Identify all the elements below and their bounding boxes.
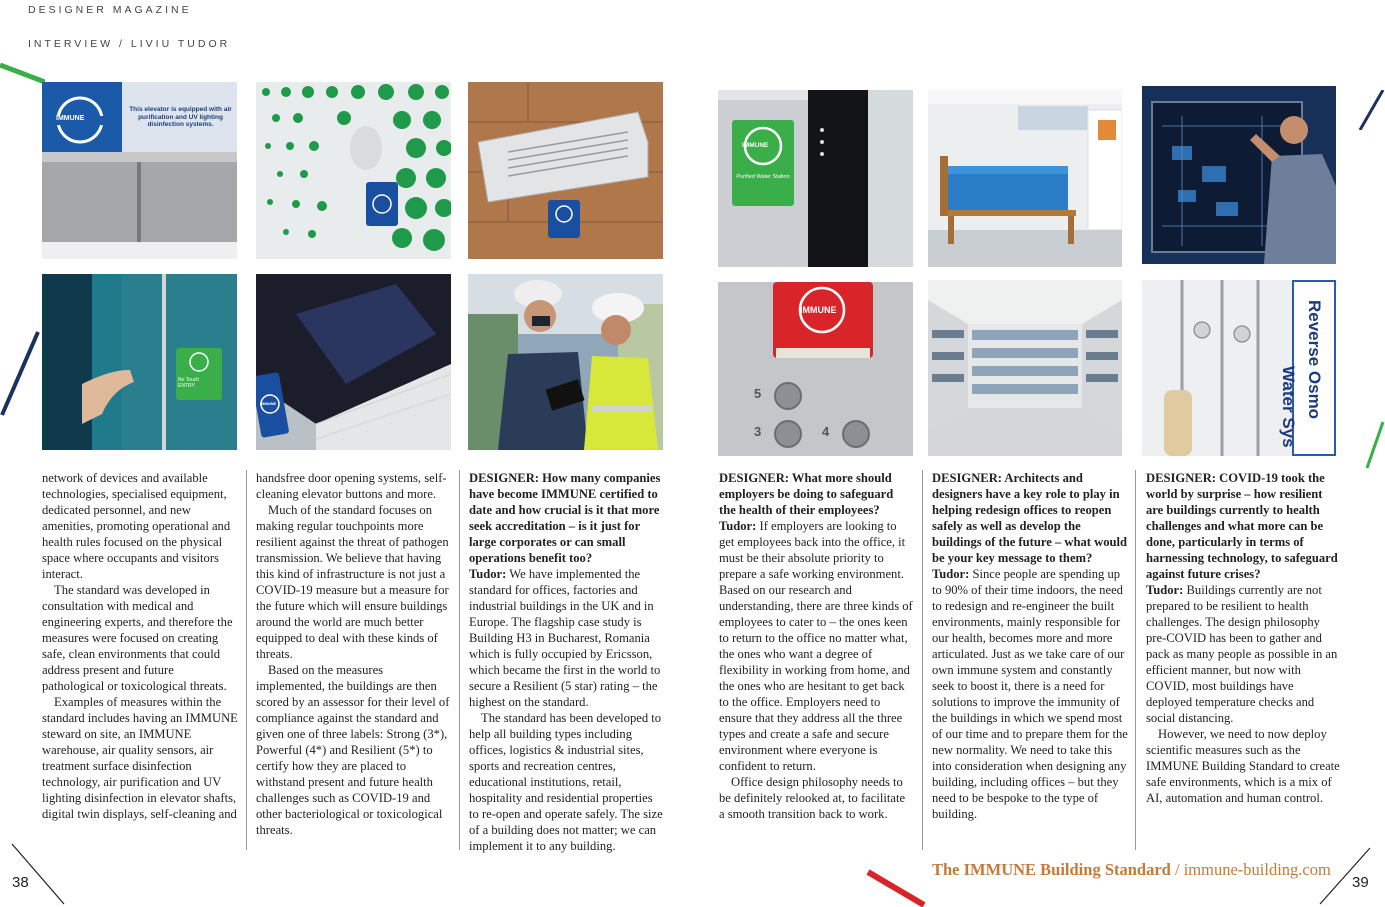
elevator-logo-text: IMMUNE xyxy=(56,115,85,122)
photo-air-conditioner xyxy=(468,82,663,259)
photo-bed-room xyxy=(928,90,1122,267)
no-touch-sign-text: No Touch ENTRY xyxy=(178,377,200,389)
photo-elevator-shaft-uv xyxy=(256,274,451,450)
button-4-label: 4 xyxy=(822,424,830,439)
photo-self-cleaning-buttons xyxy=(718,282,913,456)
water-station-logo: IMMUNE xyxy=(742,142,769,149)
shaft-label: IMMUNE xyxy=(260,401,277,406)
column-divider xyxy=(459,470,460,850)
photo-engineers xyxy=(468,274,663,450)
answer-label: Tudor: xyxy=(719,519,757,533)
section-breadcrumb: INTERVIEW / LIVIU TUDOR xyxy=(28,38,231,50)
button-5-label: 5 xyxy=(754,386,762,401)
text-column-1 xyxy=(42,470,238,822)
answer-label: Tudor: xyxy=(932,567,970,581)
text-column-3 xyxy=(469,470,665,854)
text-column-5 xyxy=(932,470,1128,822)
text-column-6 xyxy=(1146,470,1342,806)
paragraph: However, we need to now deploy scientific measures such as the IMMUNE Building Standard to create safe environments, which is a mix of AI, automation and human control. xyxy=(1146,727,1340,805)
footer-title: The IMMUNE Building Standard xyxy=(932,860,1171,879)
paragraph: The standard has been developed to help all building types including offices, logistics & industrial sites, sports and recreation centres, educational institutions, retail, hospitality and residential properties to re-open and operate safely. The size of a building does not matter; we can implement it to any building. xyxy=(469,711,663,853)
interview-question: DESIGNER: What more should employers be doing to safeguard the health of their employees? xyxy=(719,471,894,517)
text-column-2 xyxy=(256,470,452,838)
interview-answer: We have implemented the standard for offices, factories and industrial buildings in the UK and in Europe. The flagship case study is Building H3 in Bucharest, Romania which is fully occupied by Ericsson, which became the first in the world to secure a Resilient (5 star) rating – the highest on the standard. xyxy=(469,567,661,709)
interview-answer: If employers are looking to get employees back into the office, it must be their absolute priority to prepare a safe working environment. Based on our research and understanding, there are three kinds of employees to cater to – the ones keen to return to the office no matter what, the ones who want a degree of flexibility in working from home, and the ones who are hesitant to get back to the office. Employers need to ensure that they address all the three types and create a safe and secure environment where everyone is confident to return. xyxy=(719,519,913,773)
photo-digital-twin-display xyxy=(1142,86,1336,264)
paragraph: Based on the measures implemented, the buildings are then scored by an assessor for their level of compliance against the standard and given one of three labels: Strong (3*), Powerful (4*) and Resilient (5*) to certify how they are placed to withstand present and future health challenges such as COVID-19 and other bacteriological or toxicological threats. xyxy=(256,663,450,837)
osmosis-banner-text: Reverse Osmo xyxy=(1305,300,1324,420)
column-divider xyxy=(1135,470,1136,850)
page-number-right: 39 xyxy=(1352,874,1369,891)
paragraph: The standard was developed in consultation with medical and engineering experts, and therefore the measures were focused on creating safe, clean environments that could address present and future pathological or toxicological threats. xyxy=(42,583,233,693)
photo-warehouse-shelves xyxy=(928,280,1122,456)
footer-separator: / xyxy=(1174,860,1180,879)
right-navy-accent-line xyxy=(1355,90,1385,130)
page-number-left: 38 xyxy=(12,874,29,891)
interview-answer: Buildings currently are not prepared to be resilient to health challenges. The design philosophy pre-COVID has been to gather and pack as many people as possible in an efficient manner, but now with COVID, most buildings have deployed temperature checks and social distancing. xyxy=(1146,583,1338,725)
paragraph: Office design philosophy needs to be definitely relooked at, to facilitate a smooth transition back to work. xyxy=(719,775,906,821)
photo-elevator-sign xyxy=(42,82,237,259)
photo-dotted-wall xyxy=(256,82,451,259)
answer-label: Tudor: xyxy=(1146,583,1184,597)
osmosis-banner-text-2: Water Sys xyxy=(1279,366,1298,448)
elevator-sign-text: This elevator is equipped with air purification and UV lighting disinfection systems. xyxy=(129,106,232,128)
text-column-4 xyxy=(719,470,913,822)
column-divider xyxy=(922,470,923,850)
button-panel-logo: IMMUNE xyxy=(800,305,837,315)
water-station-caption: Purified Water Station xyxy=(736,174,790,180)
magazine-name: DESIGNER MAGAZINE xyxy=(28,4,192,16)
interview-question: DESIGNER: Architects and designers have a key role to play in helping redesign offices to reopen safely as well as develop the buildings of the future – what would be your key message to them? xyxy=(932,471,1128,565)
paragraph: Much of the standard focuses on making regular touchpoints more resilient against the threat of pathogen transmission. We believe that having this kind of infrastructure is not just a COVID-19 measure but a measure for the future which will ensure buildings around the world are much better equipped to deal with these kinds of threats. xyxy=(256,503,449,661)
photo-no-touch-entry xyxy=(42,274,237,450)
interview-question: DESIGNER: How many companies have become IMMUNE certified to date and how crucial is it that more seek accreditation – is it just for large corporates or can small operations benefit too? xyxy=(469,471,661,565)
paragraph: handsfree door opening systems, self-cleaning elevator buttons and more. xyxy=(256,471,447,501)
right-green-accent-line xyxy=(1365,420,1385,470)
navy-accent-line xyxy=(0,330,40,420)
interview-question: DESIGNER: COVID-19 took the world by surprise – how resilient are buildings currently to health challenges and what more can be done, particularly in terms of harnessing technology, to safeguard against future crises? xyxy=(1146,471,1338,581)
interview-answer: Since people are spending up to 90% of their time indoors, the need to redesign and re-engineer the built environments, mainly responsible for our health, becomes more and more articulated. Just as we take care of our own immune system and constantly seek to boost it, there is a need for solutions to improve the immunity of the buildings in which we spend most of our time and to prepare them for the new normality. We need to take this into consideration when designing any building, including offices – but they need to be bespoke to the type of building. xyxy=(932,567,1128,821)
paragraph: network of devices and available technologies, specialised equipment, dedicated personnel, and new amenities, promoting operational and health rules focused on the physical space where occupants and visitors interact. xyxy=(42,471,231,581)
page-footer xyxy=(932,860,1331,880)
red-accent-line xyxy=(866,868,926,907)
answer-label: Tudor: xyxy=(469,567,507,581)
button-3-label: 3 xyxy=(754,424,762,439)
column-divider xyxy=(246,470,247,850)
photo-water-station xyxy=(718,90,913,267)
paragraph: Examples of measures within the standard includes having an IMMUNE steward on site, an IMMUNE warehouse, air quality sensors, air treatment surface disinfection technology, air purification and UV lighting disinfection in elevator shafts, digital twin displays, self-cleaning and xyxy=(42,695,238,821)
footer-url-link[interactable]: immune-building.com xyxy=(1183,860,1331,879)
green-accent-line xyxy=(0,60,45,90)
photo-reverse-osmosis xyxy=(1142,280,1336,456)
